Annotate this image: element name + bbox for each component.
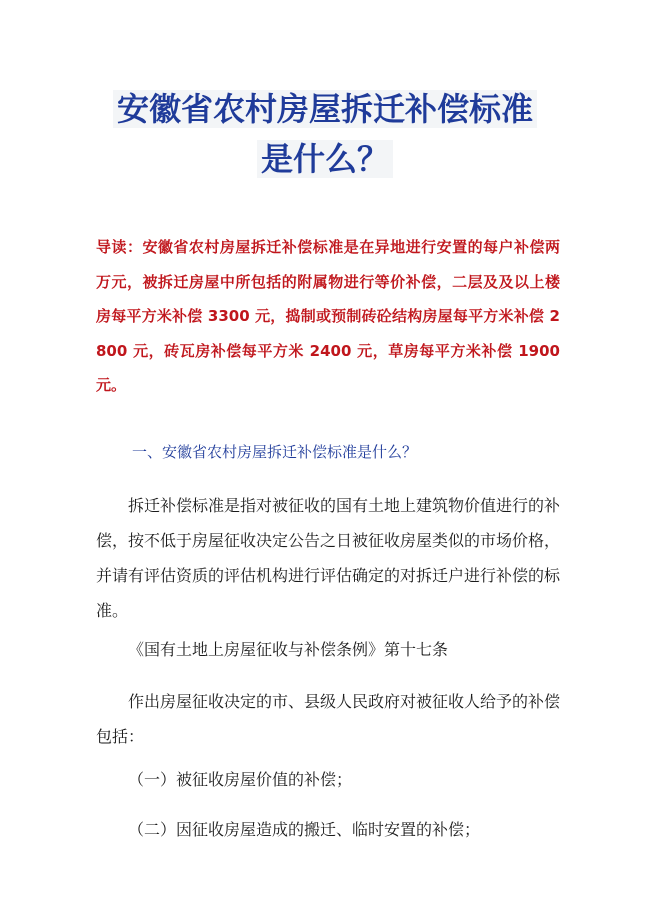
- section-heading-1: 一、安徽省农村房屋拆迁补偿标准是什么？: [132, 443, 418, 461]
- title-line-1: [0, 84, 650, 134]
- title-line-2-text: 是什么？: [257, 140, 393, 178]
- intro-summary: 导读：安徽省农村房屋拆迁补偿标准是在异地进行安置的每户补偿两万元，被拆迁房屋中所包括的附属物进行等价补偿，二层及及以上楼房每平方米补偿 3300 元，捣制或预制砖砼结构房屋每平方米补偿 2800 元，砖瓦房补偿每平方米 2400 元，草房每平方米补偿 1900 元。: [96, 238, 560, 394]
- document-title: [0, 84, 650, 184]
- list-item-1: （一）被征收房屋价值的补偿；: [128, 770, 353, 789]
- title-line-1-text: 安徽省农村房屋拆迁补偿标准: [113, 90, 537, 128]
- regulation-citation: 《国有土地上房屋征收与补偿条例》第十七条: [128, 640, 449, 659]
- title-line-2: [0, 134, 650, 184]
- body-paragraph-1: 拆迁补偿标准是指对被征收的国有土地上建筑物价值进行的补偿，按不低于房屋征收决定公告之日被征收房屋类似的市场价格，并请有评估资质的评估机构进行评估确定的对拆迁户进行补偿的标准。: [96, 496, 561, 620]
- list-item-2: （二）因征收房屋造成的搬迁、临时安置的补偿；: [128, 820, 481, 839]
- body-paragraph-2: 作出房屋征收决定的市、县级人民政府对被征收人给予的补偿包括：: [96, 692, 561, 746]
